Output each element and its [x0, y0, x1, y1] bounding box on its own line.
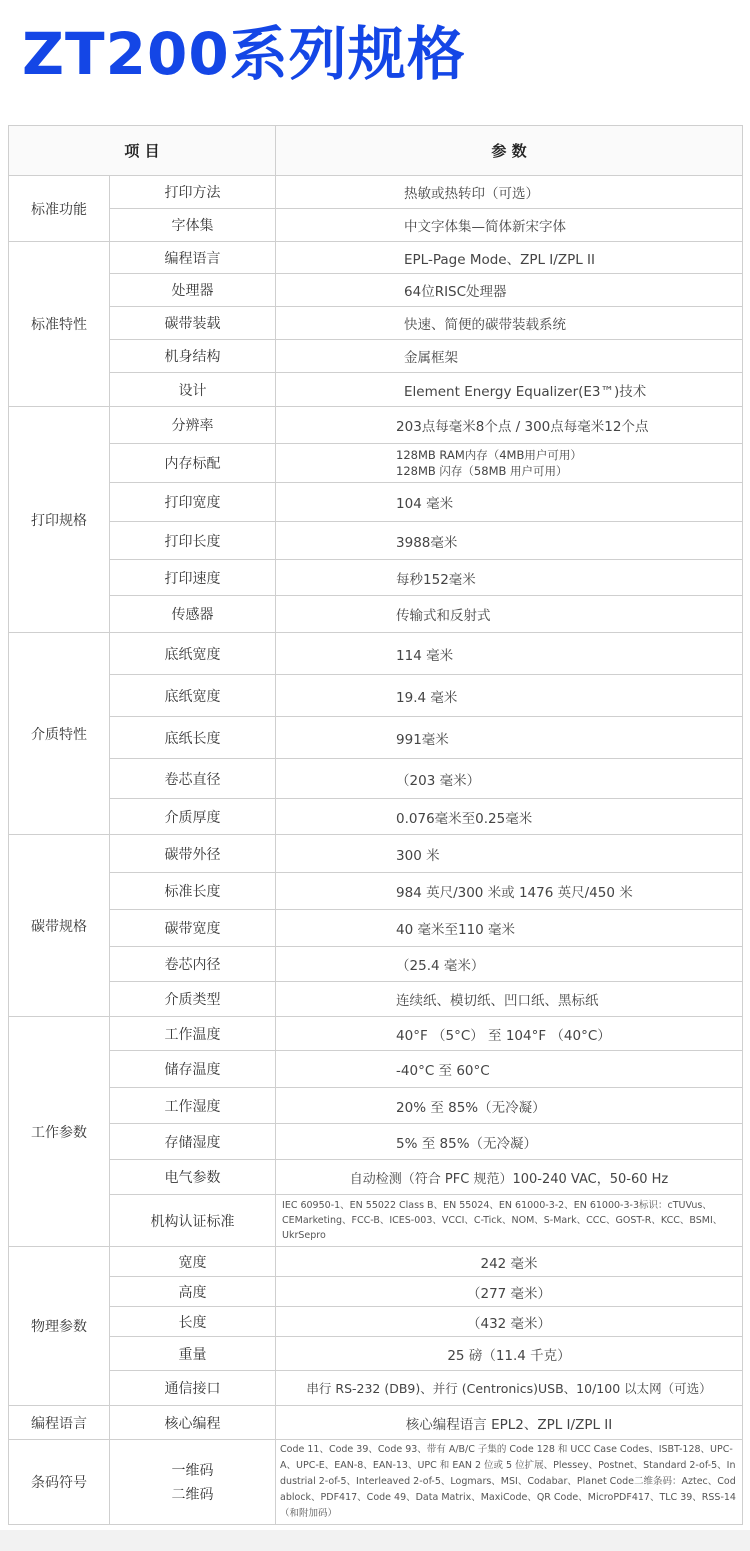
table-row	[9, 799, 743, 835]
row-label: 设计	[110, 373, 276, 407]
row-label: 工作温度	[110, 1017, 276, 1051]
barcode-1d-label: 一维码	[171, 1463, 214, 1479]
row-value: Element Energy Equalizer(E3™)技术	[276, 373, 743, 407]
table-row	[9, 835, 743, 873]
row-value: （203 毫米）	[276, 759, 743, 799]
table-row	[9, 274, 743, 307]
row-value: -40°C 至 60°C	[276, 1051, 743, 1088]
table-row	[9, 483, 743, 522]
row-value: 金属框架	[276, 340, 743, 373]
row-value: 20% 至 85%（无冷凝）	[276, 1088, 743, 1124]
row-value: 热敏或热转印（可选）	[276, 176, 743, 209]
row-label: 打印方法	[110, 176, 276, 209]
row-value: 19.4 毫米	[276, 675, 743, 717]
table-row	[9, 675, 743, 717]
row-label: 电气参数	[110, 1160, 276, 1195]
table-row	[9, 982, 743, 1017]
group-label: 打印规格	[9, 407, 110, 633]
row-label: 底纸宽度	[110, 633, 276, 675]
row-value: 242 毫米	[276, 1247, 743, 1277]
group-label: 物理参数	[9, 1247, 110, 1406]
row-label: 长度	[110, 1307, 276, 1337]
group-label: 编程语言	[9, 1406, 110, 1440]
row-label: 存储湿度	[110, 1124, 276, 1160]
row-label: 处理器	[110, 274, 276, 307]
row-label: 核心编程	[110, 1406, 276, 1440]
row-value: 25 磅（11.4 千克）	[276, 1337, 743, 1371]
row-value: 串行 RS-232 (DB9)、并行 (Centronics)USB、10/100 以太网（可选）	[276, 1371, 743, 1406]
table-row	[9, 633, 743, 675]
table-row	[9, 596, 743, 633]
row-value: 连续纸、模切纸、凹口纸、黑标纸	[276, 982, 743, 1017]
row-label: 机身结构	[110, 340, 276, 373]
row-value: 104 毫米	[276, 483, 743, 522]
table-row	[9, 873, 743, 910]
row-value: 5% 至 85%（无冷凝）	[276, 1124, 743, 1160]
group-label: 条码符号	[9, 1440, 110, 1525]
row-label: 机构认证标准	[110, 1195, 276, 1247]
row-value: 自动检测（符合 PFC 规范）100-240 VAC，50-60 Hz	[276, 1160, 743, 1195]
row-label: 编程语言	[110, 242, 276, 274]
header-param: 参 数	[276, 126, 743, 176]
table-row	[9, 1307, 743, 1337]
row-label: 工作湿度	[110, 1088, 276, 1124]
table-row	[9, 340, 743, 373]
group-label: 碳带规格	[9, 835, 110, 1017]
table-row	[9, 1337, 743, 1371]
memory-line-1: 128MB RAM内存（4MB用户可用）	[396, 448, 582, 462]
table-row	[9, 1124, 743, 1160]
table-row	[9, 947, 743, 982]
row-value: 300 米	[276, 835, 743, 873]
table-row	[9, 1195, 743, 1247]
table-row	[9, 1247, 743, 1277]
row-label: 传感器	[110, 596, 276, 633]
row-value: 114 毫米	[276, 633, 743, 675]
row-value: 核心编程语言 EPL2、ZPL I/ZPL II	[276, 1406, 743, 1440]
row-label: 通信接口	[110, 1371, 276, 1406]
row-label: 卷芯内径	[110, 947, 276, 982]
table-row	[9, 522, 743, 560]
row-value: 991毫米	[276, 717, 743, 759]
row-label: 宽度	[110, 1247, 276, 1277]
table-row	[9, 307, 743, 340]
spec-table	[8, 125, 743, 1525]
table-row	[9, 444, 743, 483]
table-row	[9, 1017, 743, 1051]
row-value: 64位RISC处理器	[276, 274, 743, 307]
table-row	[9, 242, 743, 274]
table-row	[9, 1160, 743, 1195]
table-row	[9, 209, 743, 242]
row-value: 3988毫米	[276, 522, 743, 560]
table-row	[9, 717, 743, 759]
table-row	[9, 1277, 743, 1307]
group-label: 标准功能	[9, 176, 110, 242]
memory-line-2: 128MB 闪存（58MB 用户可用）	[396, 464, 568, 478]
row-value: （25.4 毫米）	[276, 947, 743, 982]
row-value: 传输式和反射式	[276, 596, 743, 633]
table-row	[9, 407, 743, 444]
row-label: 介质厚度	[110, 799, 276, 835]
row-value: 每秒152毫米	[276, 560, 743, 596]
row-value: 40°F （5°C） 至 104°F （40°C）	[276, 1017, 743, 1051]
table-header-row	[9, 126, 743, 176]
row-label: 碳带外径	[110, 835, 276, 873]
table-row	[9, 1406, 743, 1440]
row-value: （432 毫米）	[276, 1307, 743, 1337]
row-label: 打印速度	[110, 560, 276, 596]
row-label: 高度	[110, 1277, 276, 1307]
barcode-2d-label: 二维码	[171, 1487, 214, 1503]
row-label: 打印长度	[110, 522, 276, 560]
table-row	[9, 1088, 743, 1124]
row-label: 内存标配	[110, 444, 276, 483]
table-row	[9, 373, 743, 407]
table-row	[9, 1440, 743, 1525]
row-label	[110, 1440, 276, 1525]
page-title: ZT200系列规格	[22, 20, 466, 88]
row-label: 底纸宽度	[110, 675, 276, 717]
row-label: 储存温度	[110, 1051, 276, 1088]
row-label: 碳带宽度	[110, 910, 276, 947]
row-value: EPL-Page Mode、ZPL I/ZPL II	[276, 242, 743, 274]
row-label: 碳带装载	[110, 307, 276, 340]
group-label: 介质特性	[9, 633, 110, 835]
bottom-bar	[0, 1530, 750, 1551]
group-label: 工作参数	[9, 1017, 110, 1247]
row-value: 203点每毫米8个点 / 300点每毫米12个点	[276, 407, 743, 444]
table-row	[9, 759, 743, 799]
row-value: IEC 60950-1、EN 55022 Class B、EN 55024、EN 61000-3-2、EN 61000-3-3标识：cTUVus、CEMarketing、FCC-B、ICES-003、VCCI、C-Tick、NOM、S-Mark、CCC、GOST-R、KCC、BSMI、UkrSepro	[276, 1195, 743, 1247]
row-label: 重量	[110, 1337, 276, 1371]
row-value: （277 毫米）	[276, 1277, 743, 1307]
row-value	[276, 444, 743, 483]
header-item: 项 目	[9, 126, 276, 176]
row-label: 字体集	[110, 209, 276, 242]
table-row	[9, 1051, 743, 1088]
row-label: 打印宽度	[110, 483, 276, 522]
row-value: 快速、简便的碳带装载系统	[276, 307, 743, 340]
group-label: 标准特性	[9, 242, 110, 407]
row-label: 标准长度	[110, 873, 276, 910]
row-label: 介质类型	[110, 982, 276, 1017]
row-value: 0.076毫米至0.25毫米	[276, 799, 743, 835]
table-row	[9, 560, 743, 596]
table-row	[9, 1371, 743, 1406]
table-row	[9, 176, 743, 209]
row-label: 卷芯直径	[110, 759, 276, 799]
row-value: 40 毫米至110 毫米	[276, 910, 743, 947]
table-row	[9, 910, 743, 947]
row-value: 984 英尺/300 米或 1476 英尺/450 米	[276, 873, 743, 910]
row-value: Code 11、Code 39、Code 93、带有 A/B/C 子集的 Code 128 和 UCC Case Codes、ISBT-128、UPC-A、UPC-E、EAN-8、EAN-13、UPC 和 EAN 2 位或 5 位扩展、Plessey、Postnet、Standard 2-of-5、Industrial 2-of-5、Interleaved 2-of-5、Logmars、MSI、Codabar、Planet Code二维条码：Aztec、Codablock、PDF417、Code 49、Data Matrix、MaxiCode、QR Code、MicroPDF417、TLC 39、RSS-14（和附加码）	[276, 1440, 743, 1525]
row-label: 分辨率	[110, 407, 276, 444]
row-label: 底纸长度	[110, 717, 276, 759]
row-value: 中文字体集—简体新宋字体	[276, 209, 743, 242]
